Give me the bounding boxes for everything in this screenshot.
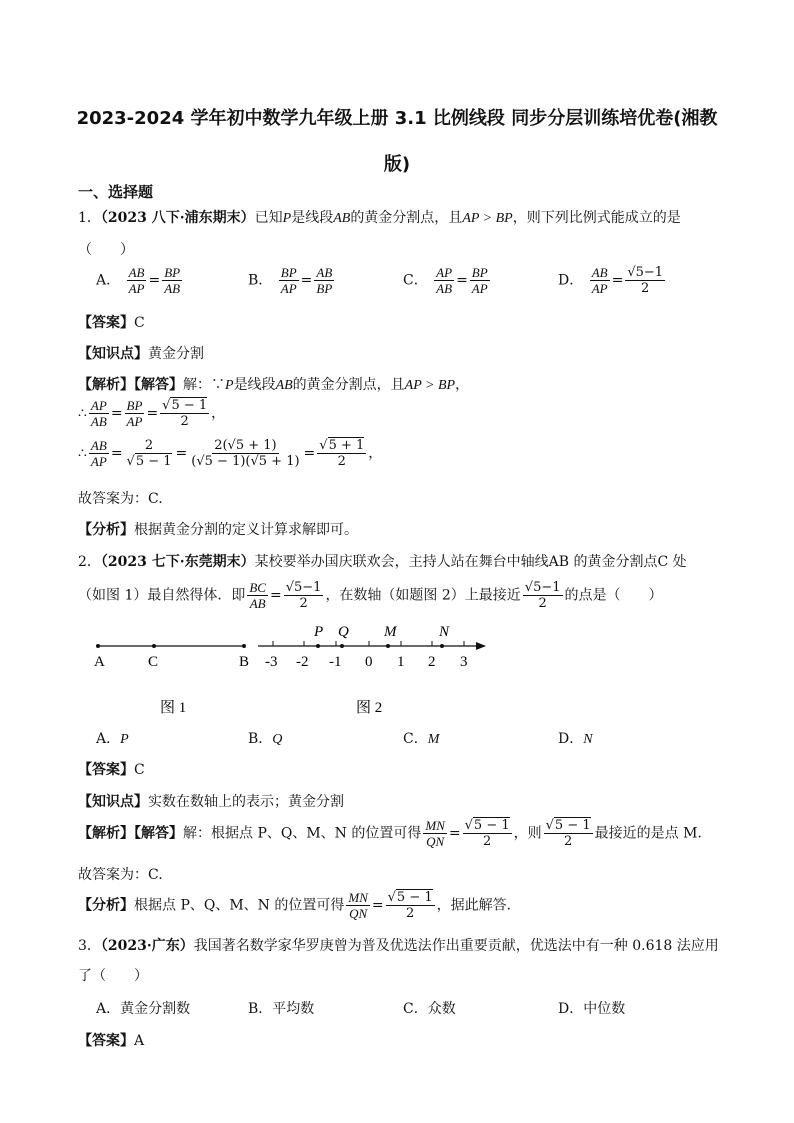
q1-option-d-label: D． xyxy=(558,272,584,289)
frac-num: MN xyxy=(348,890,368,905)
fig1-label-c: C xyxy=(148,654,159,670)
q1-stem xyxy=(78,207,681,227)
knowledge-tag: 【知识点】 xyxy=(78,346,148,362)
answer-value: C xyxy=(134,315,145,331)
analysis-value: 根据黄金分割的定义计算求解即可。 xyxy=(134,522,358,538)
fig2-caption: 图 2 xyxy=(356,700,383,716)
fig2-point-q xyxy=(340,644,344,648)
fig1-label-a: A xyxy=(94,654,105,670)
q1-option-b[interactable]: B． $\frac{BP}{AP}$ = $\frac{AB}{BP}$ xyxy=(248,265,333,296)
frac-den: 5 − 1 xyxy=(135,454,172,469)
q3-stem-line1 xyxy=(78,935,719,955)
answer-value: A xyxy=(134,1033,145,1049)
q3-answer xyxy=(78,1030,144,1050)
ana-text: 根据点 P、Q、M、N 的位置可得 xyxy=(134,897,345,914)
frac-num: √5−1 xyxy=(524,580,561,595)
frac-den: AB xyxy=(249,596,266,611)
q2-stem-text: 的点是（ ） xyxy=(564,587,663,604)
fig2-tick-label: -3 xyxy=(265,654,278,670)
q2-figures xyxy=(88,620,508,720)
fig2-point-m xyxy=(386,644,390,648)
fig2-tick-label: -1 xyxy=(329,654,342,670)
frac-num: BP xyxy=(280,265,297,280)
frac-num: 2(√5 + 1) xyxy=(214,438,277,453)
q1-solution-line1 xyxy=(78,374,469,394)
q2-stem-line1 xyxy=(78,551,687,571)
answer-tag: 【答案】 xyxy=(78,315,134,331)
therefore: ∴ xyxy=(78,405,87,422)
q2-knowledge xyxy=(78,791,344,811)
q1-stem-text-d: ，则下列比例式能成立的是 xyxy=(512,210,681,226)
frac-num: BP xyxy=(164,265,181,280)
q2-option-b[interactable] xyxy=(248,728,282,748)
section-heading: 一、选择题 xyxy=(78,183,154,201)
sol-text: ， xyxy=(455,377,470,393)
q2-analysis: 【分析】根据点 P、Q、M、N 的位置可得 $\frac{MN}{QN}$ = $\frac{√5 - 1}{2}$ ，据此解答. xyxy=(78,890,512,921)
frac-den: 2 xyxy=(337,454,346,469)
fig2-tick-label: 2 xyxy=(428,654,436,670)
sol-text: 解：根据点 P、Q、M、N 的位置可得 xyxy=(183,825,422,842)
frac-num: AP xyxy=(90,398,107,413)
analysis-tag: 【分析】 xyxy=(78,897,134,914)
frac-den: 2 xyxy=(563,834,573,849)
sol-text: 是线段 xyxy=(233,377,276,393)
option-value: M xyxy=(427,732,440,747)
frac-den: 2 xyxy=(299,596,308,611)
punct: ， xyxy=(211,405,226,422)
q1-option-a-label: A． xyxy=(96,272,121,289)
answer-tag: 【答案】 xyxy=(78,762,134,778)
frac-den: QN xyxy=(349,906,368,921)
frac-den: QN xyxy=(426,834,445,849)
fig2-label-n: N xyxy=(439,624,450,640)
q1-stem-text-a: 已知 xyxy=(254,210,283,226)
q3-source: （2023·广东） xyxy=(100,938,194,954)
condition: AP > BP xyxy=(404,378,456,393)
q2-solution: 【解析】【解答】解：根据点 P、Q、M、N 的位置可得 $\frac{MN}{QN}$ = $\frac{√5 - 1}{2}$ ，则 $\frac{√5 - 1}{2}$ 最接近的是点 M. xyxy=(78,818,702,849)
q2-answer xyxy=(78,759,145,779)
fig1-caption: 图 1 xyxy=(160,700,187,716)
frac-num: 5 − 1 xyxy=(171,398,208,413)
sol-text: 解：∵ xyxy=(183,377,225,393)
frac-num: MN xyxy=(425,818,445,833)
ana-text: ，据此解答. xyxy=(436,897,512,914)
answer-tag: 【答案】 xyxy=(78,1033,134,1049)
q1-option-d[interactable]: D． $\frac{AB}{AP}$ = $\frac{√5-1}{2}$ xyxy=(558,265,664,296)
frac-num: BP xyxy=(126,398,143,413)
solution-tag: 【解析】【解答】 xyxy=(78,377,183,393)
frac-num: AP xyxy=(436,265,453,280)
fig2-label-p: P xyxy=(314,624,324,640)
frac-num: AB xyxy=(90,438,107,453)
q3-option-c[interactable]: C．众数 xyxy=(403,1001,456,1017)
option-label: C． xyxy=(403,731,428,747)
frac-den: 2 xyxy=(482,834,492,849)
frac-den: 2 xyxy=(641,281,650,296)
frac-den: AB xyxy=(90,414,107,429)
option-value: N xyxy=(583,732,593,747)
q1-solution-line3: ∴ $\frac{AB}{AP}$ = $\frac{2}{√5 - 1}$ = $\frac{2(√5 + 1)}{(√5 - 1)(√5 + 1)}$ = $\frac{√5 + 1}{2}$ ， xyxy=(78,438,383,469)
frac-den: (√5 − 1)(√5 + 1) xyxy=(191,454,300,469)
analysis-tag: 【分析】 xyxy=(78,522,134,538)
frac-num: 5 − 1 xyxy=(554,818,591,833)
frac-den: BP xyxy=(316,281,333,296)
var-p: P xyxy=(225,378,234,393)
frac-den: 2 xyxy=(405,906,415,921)
fig2-tick-label: -2 xyxy=(296,654,309,670)
fig2-label-q: Q xyxy=(338,624,349,640)
q1-conclusion: 故答案为：C. xyxy=(78,491,163,507)
frac-den: 2 xyxy=(538,596,547,611)
q3-option-d[interactable]: D．中位数 xyxy=(558,1001,626,1017)
q3-stem-text: 我国著名数学家华罗庚曾为普及优选法作出重要贡献，优选法中有一种 0.618 法应用 xyxy=(193,938,719,954)
q1-var-ab: AB xyxy=(333,211,351,226)
frac-den: AP xyxy=(471,281,488,296)
option-label: D． xyxy=(558,731,584,747)
frac-num: AB xyxy=(591,265,608,280)
frac-num: BC xyxy=(249,580,266,595)
frac-num: 5 − 1 xyxy=(473,818,510,833)
knowledge-value: 实数在数轴上的表示；黄金分割 xyxy=(148,794,344,810)
sol-text: 的黄金分割点，且 xyxy=(292,377,405,393)
q1-stem-text-c: 的黄金分割点，且 xyxy=(350,210,463,226)
therefore: ∴ xyxy=(78,445,87,462)
answer-value: C xyxy=(134,762,145,778)
q2-stem-text: 某校要举办国庆联欢会，主持人站在舞台中轴线AB 的黄金分割点C 处 xyxy=(254,554,687,570)
option-label: A． xyxy=(96,731,121,747)
q3-option-b[interactable]: B．平均数 xyxy=(248,1001,315,1017)
frac-den: AP xyxy=(128,281,145,296)
solution-tag: 【解析】【解答】 xyxy=(78,825,183,842)
fig1-point-b xyxy=(242,644,246,648)
frac-num: √5−1 xyxy=(627,265,664,280)
frac-den: AB xyxy=(436,281,453,296)
fig1-label-b: B xyxy=(239,654,250,670)
q1-paren: （ ） xyxy=(78,242,134,258)
fig2-tick-label: 3 xyxy=(460,654,468,670)
q1-option-a[interactable]: A． $\frac{AB}{AP}$ = $\frac{BP}{AB}$ xyxy=(96,265,181,296)
q2-conclusion: 故答案为：C. xyxy=(78,867,163,883)
frac-num: 2 xyxy=(144,438,154,453)
frac-den: 2 xyxy=(180,414,189,429)
q1-answer xyxy=(78,312,145,332)
frac-num: AB xyxy=(128,265,145,280)
frac-num: √5−1 xyxy=(285,580,322,595)
frac-den: AP xyxy=(280,281,297,296)
q1-option-c-label: C． xyxy=(403,272,428,289)
q1-option-b-label: B． xyxy=(248,272,273,289)
fig2-tick-label: 0 xyxy=(365,654,373,670)
q3-stem-line2: 了（ ） xyxy=(78,968,148,984)
q2-option-d[interactable] xyxy=(558,728,593,748)
fig2-axis-arrow xyxy=(476,642,486,650)
fig2-point-n xyxy=(440,644,444,648)
fig1-point-a xyxy=(96,644,100,648)
q1-knowledge xyxy=(78,343,204,363)
q1-solution-line2: ∴ $\frac{AP}{AB}$ = $\frac{BP}{AP}$ = $\frac{√5 - 1}{2}$ ， xyxy=(78,398,226,429)
q1-stem-text-b: 是线段 xyxy=(291,210,334,226)
var-ab: AB xyxy=(275,378,293,393)
fig2-point-p xyxy=(316,644,320,648)
q1-var-p: P xyxy=(282,211,292,226)
frac-den: AP xyxy=(90,454,107,469)
punct: ， xyxy=(368,445,383,462)
fig2-tick-label: 1 xyxy=(397,654,405,670)
frac-den: AP xyxy=(591,281,608,296)
fig1-point-c xyxy=(152,644,156,648)
frac-num: AB xyxy=(316,265,333,280)
q2-source: （2023 七下·东莞期末） xyxy=(100,554,255,570)
q2-number: 2． xyxy=(78,554,101,570)
frac-den: AB xyxy=(164,281,181,296)
frac-den: AP xyxy=(126,414,143,429)
q1-number: 1． xyxy=(78,210,101,226)
knowledge-tag: 【知识点】 xyxy=(78,794,148,810)
option-value: P xyxy=(120,732,129,747)
page-title-line2: 版) xyxy=(383,154,411,175)
frac-num: 5 − 1 xyxy=(396,890,433,905)
q2-stem-text: （如图 1）最自然得体．即 xyxy=(78,587,246,604)
frac-num: 5 + 1 xyxy=(328,438,365,453)
q3-option-a[interactable]: A．黄金分割数 xyxy=(96,1001,191,1017)
fig2-label-m: M xyxy=(384,624,397,640)
knowledge-value: 黄金分割 xyxy=(148,346,204,362)
q3-number: 3． xyxy=(78,938,101,954)
q2-stem-line2: （如图 1）最自然得体．即 $\frac{BC}{AB}$ = $\frac{√5-1}{2}$ ，在数轴（如题图 2）上最接近 $\frac{√5-1}{2}$ 的点是（ ） xyxy=(78,580,663,611)
q2-option-c[interactable] xyxy=(403,728,439,748)
q2-option-a[interactable] xyxy=(96,728,129,748)
q1-analysis xyxy=(78,519,358,539)
option-label: B． xyxy=(248,731,273,747)
q1-option-c[interactable]: C． $\frac{AP}{AB}$ = $\frac{BP}{AP}$ xyxy=(403,265,488,296)
sol-text: ，则 xyxy=(513,825,542,842)
q1-source: （2023 八下·浦东期末） xyxy=(100,210,255,226)
q2-stem-text: ，在数轴（如题图 2）上最接近 xyxy=(325,587,521,604)
sol-text: 最接近的是点 M. xyxy=(594,825,702,842)
page-title-line1: 2023-2024 学年初中数学九年级上册 3.1 比例线段 同步分层训练培优卷(湘教 xyxy=(76,108,718,129)
frac-num: BP xyxy=(471,265,488,280)
q1-condition: AP > BP xyxy=(462,211,513,226)
option-value: Q xyxy=(272,732,283,747)
